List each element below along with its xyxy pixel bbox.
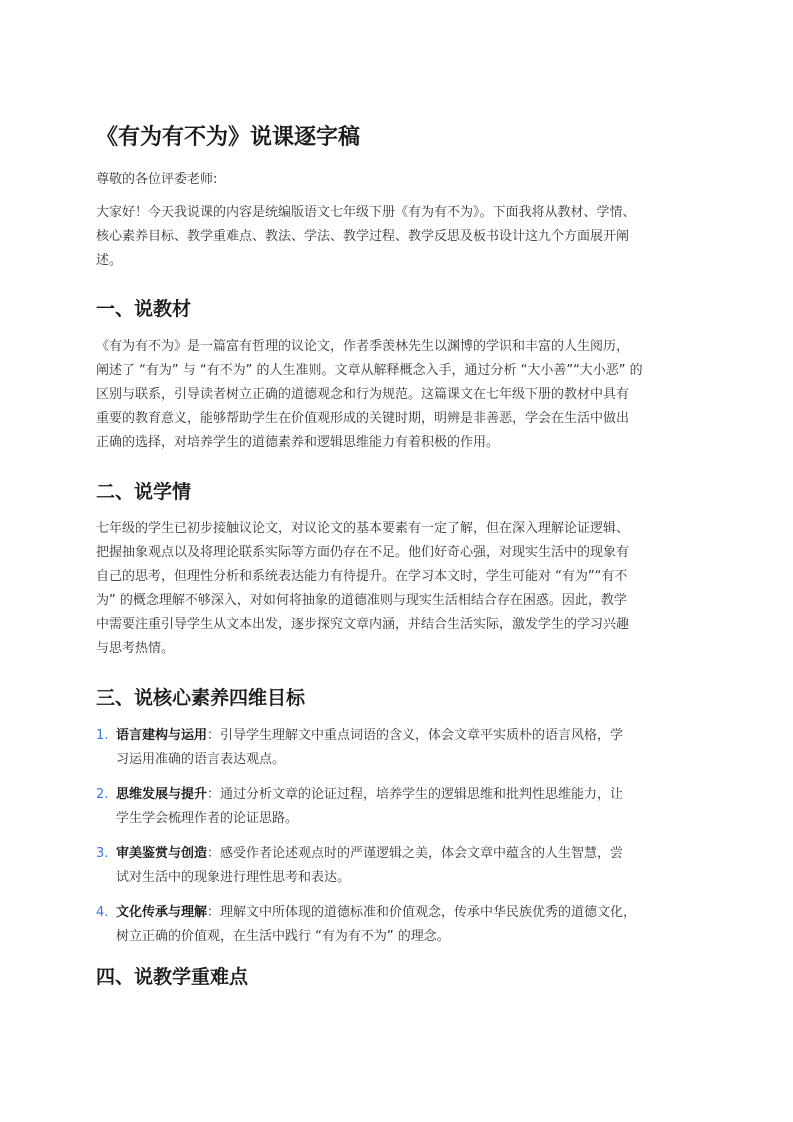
paragraph-line: 与思考热情。 (96, 641, 175, 656)
goals-list (96, 724, 716, 960)
salutation (96, 168, 217, 192)
goal-number: 2. (96, 787, 109, 802)
goal-text-cont: 树立正确的价值观，在生活中践行 “有为有不为” 的理念。 (116, 929, 450, 944)
goal-text: 引导学生理解文中重点词语的含义，体会文章平实质朴的语言风格，学 (220, 728, 624, 743)
paragraph-line: 为” 的概念理解不够深入，对如何将抽象的道德准则与现实生活相结合存在困惑。因此，教学 (96, 593, 627, 608)
paragraph-line: 重要的教育意义，能够帮助学生在价值观形成的关键时期，明辨是非善恶，学会在生活中做出 (96, 411, 630, 426)
goal-item (96, 783, 716, 831)
paragraph-line: 自己的思考，但理性分析和系统表达能力有待提升。在学习本文时，学生可能对 “有为”“有不 (96, 569, 628, 584)
intro-line: 述。 (96, 253, 123, 268)
goal-text-cont: 习运用准确的语言表达观点。 (116, 752, 286, 767)
paragraph-line: 正确的选择，对培养学生的道德素养和逻辑思维能力有着积极的作用。 (96, 435, 500, 450)
paragraph-line: 区别与联系，引导读者树立正确的道德观念和行为规范。这篇课文在七年级下册的教材中具有 (96, 387, 630, 402)
goal-term: 思维发展与提升 (116, 787, 208, 802)
learners-paragraph (96, 517, 629, 661)
paragraph-line: 《有为有不为》是一篇富有哲理的议论文，作者季羡林先生以渊博的学识和丰富的人生阅历， (96, 339, 630, 354)
paragraph-line: 阐述了 “有为” 与 “有不为” 的人生准则。文章从解释概念入手，通过分析 “大小善”“大小恶” 的 (96, 363, 643, 378)
textbook-paragraph (96, 335, 643, 455)
goal-text: 理解文中所体现的道德标准和价值观念，传承中华民族优秀的道德文化， (220, 905, 637, 920)
salutation-text: 尊敬的各位评委老师: (96, 172, 218, 187)
intro-line: 核心素养目标、教学重难点、教法、学法、教学过程、教学反思及板书设计这九个方面展开阐 (96, 229, 630, 244)
goal-item (96, 901, 716, 949)
section-heading-learners: 二、说学情 (96, 481, 192, 503)
goal-number: 4. (96, 905, 109, 920)
goal-separator: ： (207, 905, 221, 920)
goal-text: 通过分析文章的论证过程，培养学生的逻辑思维和批判性思维能力，让 (220, 787, 624, 802)
goal-number: 3. (96, 846, 109, 861)
goal-term: 文化传承与理解 (116, 905, 208, 920)
goal-term: 审美鉴赏与创造 (116, 846, 208, 861)
intro-line: 大家好！今天我说课的内容是统编版语文七年级下册《有为有不为》。下面我将从教材、学情、 (96, 205, 636, 220)
goal-text: 感受作者论述观点时的严谨逻辑之美，体会文章中蕴含的人生智慧，尝 (220, 846, 624, 861)
goal-item (96, 842, 716, 890)
goal-text-cont: 试对生活中的现象进行理性思考和表达。 (116, 870, 351, 885)
goal-item (96, 724, 716, 772)
goal-separator: ： (207, 846, 221, 861)
section-heading-key-points: 四、说教学重难点 (96, 966, 249, 988)
paragraph-line: 七年级的学生已初步接触议论文，对议论文的基本要素有一定了解，但在深入理解论证逻辑、 (96, 521, 630, 536)
paragraph-line: 中需要注重引导学生从文本出发，逐步探究文章内涵，并结合生活实际，激发学生的学习兴趣 (96, 617, 630, 632)
intro-paragraph (96, 201, 636, 273)
goal-term: 语言建构与运用 (116, 728, 208, 743)
goal-number: 1. (96, 728, 109, 743)
goal-text-cont: 学生学会梳理作者的论证思路。 (116, 811, 299, 826)
section-heading-goals: 三、说核心素养四维目标 (96, 687, 306, 709)
paragraph-line: 把握抽象观点以及将理论联系实际等方面仍存在不足。他们好奇心强，对现实生活中的现象有 (96, 545, 630, 560)
goal-separator: ： (207, 728, 221, 743)
document-title: 《有为有不为》说课逐字稿 (96, 125, 361, 150)
section-heading-textbook: 一、说教材 (96, 298, 192, 320)
goal-separator: ： (207, 787, 221, 802)
